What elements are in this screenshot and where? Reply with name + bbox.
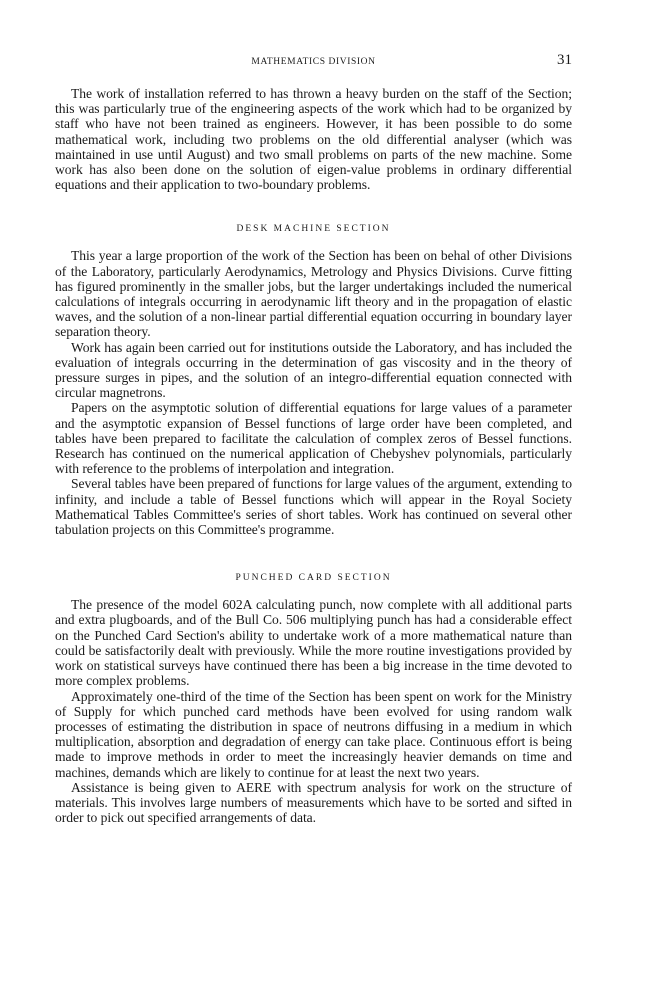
desk-machine-paragraph-4: Several tables have been prepared of functions for large values of the argument, extending to infinity, and include a table of Bessel functions which will appear in the Royal Society Mathematical Tables Committee's series of short tables. Work has continued on several other tabulation projects on this Committee's programme. <box>55 476 572 538</box>
running-header <box>55 52 572 72</box>
desk-machine-heading: DESK MACHINE SECTION <box>236 224 391 235</box>
desk-machine-section <box>55 224 572 537</box>
punched-card-paragraph-3: Assistance is being given to AERE with spectrum analysis for work on the structure of materials. This involves large numbers of measurements which have to be sorted and sifted in order to pick out specified arrangements of data. <box>55 779 572 826</box>
desk-machine-paragraph-1: This year a large proportion of the work of the Section has been on behal of other Divisions of the Laboratory, particularly Aerodynamics, Metrology and Physics Divisions. Curve fitting has figured prominently in the smaller jobs, but the larger undertakings included the numerical calculations of integrals occurring in aerodynamic lift theory and in the propagation of elastic waves, and the solution of a non-linear partial differential equation occurring in boundary layer separation theory. <box>55 248 572 340</box>
page-number: 31 <box>557 52 572 68</box>
running-title: MATHEMATICS DIVISION <box>251 57 376 67</box>
punched-card-paragraph-1: The presence of the model 602A calculating punch, now complete with all additional parts and extra plugboards, and of the Bull Co. 506 multiplying punch has had a considerable effect on the Punched Card Section's ability to undertake work of a more mathematical nature than could be satisfactorily dealt with previously. While the more routine investigations provided by work on statistical surveys have continued there has been a big increase in the time devoted to more complex problems. <box>55 597 572 689</box>
desk-machine-paragraph-3: Papers on the asymptotic solution of differential equations for large values of a parameter and the asymptotic expansion of Bessel functions of large order have been completed, and tables have been prepared to facilitate the calculation of complex zeros of Bessel functions. Research has continued on the numerical application of Chebyshev polynomials, particularly with reference to the problems of interpolation and integration. <box>55 400 572 477</box>
punched-card-heading: PUNCHED CARD SECTION <box>235 573 392 584</box>
punched-card-paragraph-2: Approximately one-third of the time of the Section has been spent on work for the Ministry of Supply for which punched card methods have been evolved for using random walk processes of estimating the distribution in space of neutrons diffusing in a medium in which multiplication, absorption and degradation of energy can take place. Continuous effort is being made to improve methods in order to meet the increasingly heavier demands on time and machines, demands which are likely to continue for at least the next two years. <box>55 688 572 780</box>
document-page <box>55 52 572 825</box>
desk-machine-paragraph-2: Work has again been carried out for institutions outside the Laboratory, and has included the evaluation of integrals occurring in the determination of gas viscosity and in the theory of pressure surges in pipes, and the solution of an integro-differential equation connected with circular magnetrons. <box>55 339 572 401</box>
punched-card-section <box>55 573 572 825</box>
intro-paragraph-1: The work of installation referred to has thrown a heavy burden on the staff of the Section; this was particularly true of the engineering aspects of the work which had to be organized by staff who have not been trained as engineers. However, it has been possible to do some mathematical work, including two problems on the old differential analyser (which was maintained in use until August) and two small problems on parts of the new machine. Some work has also been done on the solution of eigen-value problems in ordinary differential equations and their application to two-boundary problems. <box>55 86 572 193</box>
intro-section <box>55 86 572 192</box>
